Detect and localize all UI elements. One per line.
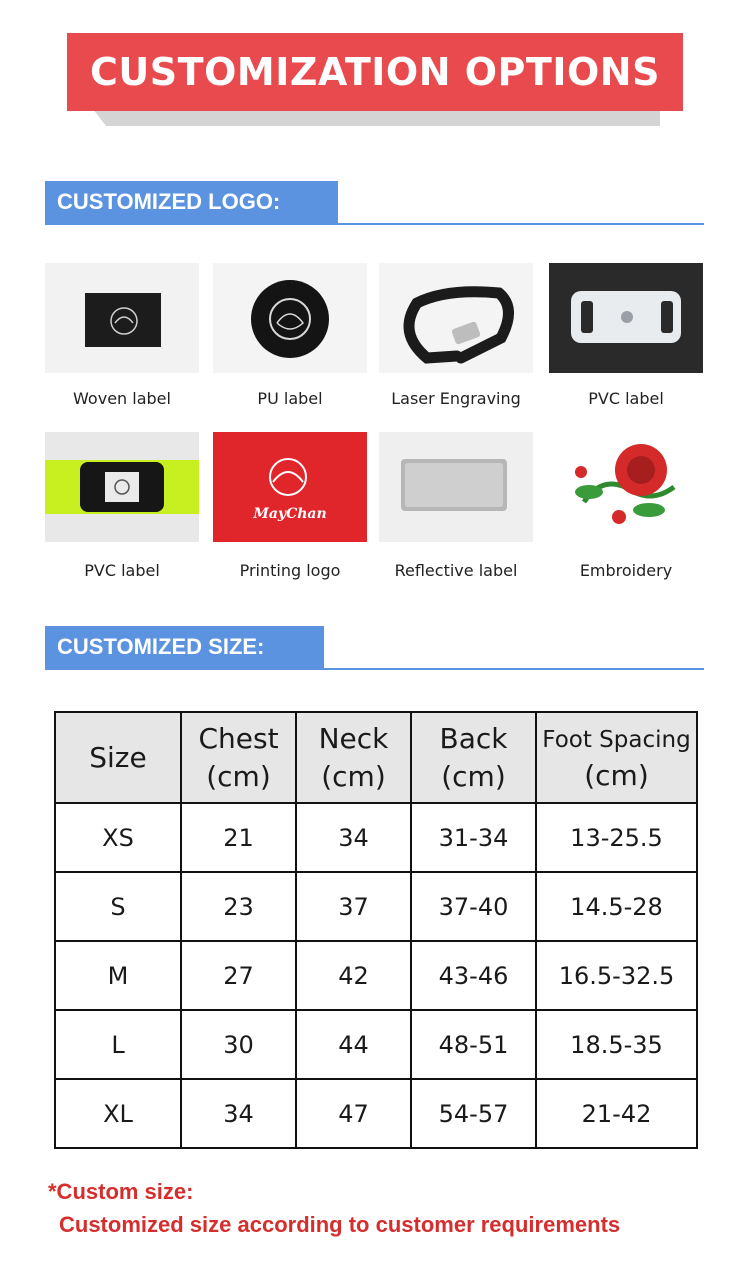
pu-label-image bbox=[213, 263, 367, 373]
table-cell: 14.5-28 bbox=[536, 872, 697, 941]
table-cell: 42 bbox=[296, 941, 411, 1010]
table-cell: 47 bbox=[296, 1079, 411, 1148]
logo-section-header bbox=[45, 181, 704, 225]
logo-caption: Reflective label bbox=[394, 561, 518, 580]
table-cell: 23 bbox=[181, 872, 296, 941]
column-header-back: Back (cm) bbox=[411, 712, 536, 803]
table-cell: 30 bbox=[181, 1010, 296, 1079]
table-cell: 18.5-35 bbox=[536, 1010, 697, 1079]
custom-size-note-text: Customized size according to customer requirements bbox=[59, 1212, 621, 1237]
table-cell: 54-57 bbox=[411, 1079, 536, 1148]
table-cell: 21 bbox=[181, 803, 296, 872]
page-title-banner: CUSTOMIZATION OPTIONS bbox=[67, 33, 683, 111]
section-divider bbox=[45, 223, 704, 225]
table-cell: XS bbox=[55, 803, 181, 872]
table-cell: 27 bbox=[181, 941, 296, 1010]
table-cell: XL bbox=[55, 1079, 181, 1148]
table-cell: 16.5-32.5 bbox=[536, 941, 697, 1010]
logo-caption: Embroidery bbox=[579, 561, 673, 580]
pvc-strap-image bbox=[45, 432, 199, 542]
table-row bbox=[55, 1010, 697, 1079]
table-cell: 43-46 bbox=[411, 941, 536, 1010]
table-cell: 13-25.5 bbox=[536, 803, 697, 872]
table-cell: M bbox=[55, 941, 181, 1010]
logo-caption: Laser Engraving bbox=[391, 389, 521, 408]
table-cell: 31-34 bbox=[411, 803, 536, 872]
logo-caption: Printing logo bbox=[239, 561, 341, 580]
table-cell: 48-51 bbox=[411, 1010, 536, 1079]
table-header-row bbox=[55, 712, 697, 803]
section-divider bbox=[45, 668, 704, 670]
column-header-foot-spacing: Foot Spacing (cm) bbox=[536, 712, 697, 803]
reflective-label-image bbox=[379, 432, 533, 542]
column-header-chest: Chest (cm) bbox=[181, 712, 296, 803]
table-cell: 34 bbox=[296, 803, 411, 872]
size-section-header bbox=[45, 626, 704, 670]
size-chart-table bbox=[54, 711, 698, 1149]
size-section-title: CUSTOMIZED SIZE: bbox=[45, 626, 324, 668]
pvc-buckle-image bbox=[549, 263, 703, 373]
table-cell: 37-40 bbox=[411, 872, 536, 941]
table-cell: 44 bbox=[296, 1010, 411, 1079]
logo-caption: PVC label bbox=[588, 389, 664, 408]
laser-engraving-image bbox=[379, 263, 533, 373]
column-header-size: Size bbox=[55, 712, 181, 803]
logo-caption: PVC label bbox=[84, 561, 160, 580]
table-cell: 21-42 bbox=[536, 1079, 697, 1148]
table-cell: L bbox=[55, 1010, 181, 1079]
embroidery-image bbox=[549, 432, 703, 542]
logo-caption: PU label bbox=[257, 389, 323, 408]
logo-section-title: CUSTOMIZED LOGO: bbox=[45, 181, 338, 223]
printing-logo-image bbox=[213, 432, 367, 542]
woven-label-image bbox=[45, 263, 199, 373]
table-row bbox=[55, 941, 697, 1010]
table-row bbox=[55, 872, 697, 941]
custom-size-note-title: *Custom size: bbox=[48, 1179, 194, 1204]
table-cell: 34 bbox=[181, 1079, 296, 1148]
table-row bbox=[55, 1079, 697, 1148]
table-row bbox=[55, 803, 697, 872]
svg-text:MayChan: MayChan bbox=[253, 506, 327, 522]
logo-caption: Woven label bbox=[73, 389, 171, 408]
table-cell: S bbox=[55, 872, 181, 941]
table-cell: 37 bbox=[296, 872, 411, 941]
column-header-neck: Neck (cm) bbox=[296, 712, 411, 803]
